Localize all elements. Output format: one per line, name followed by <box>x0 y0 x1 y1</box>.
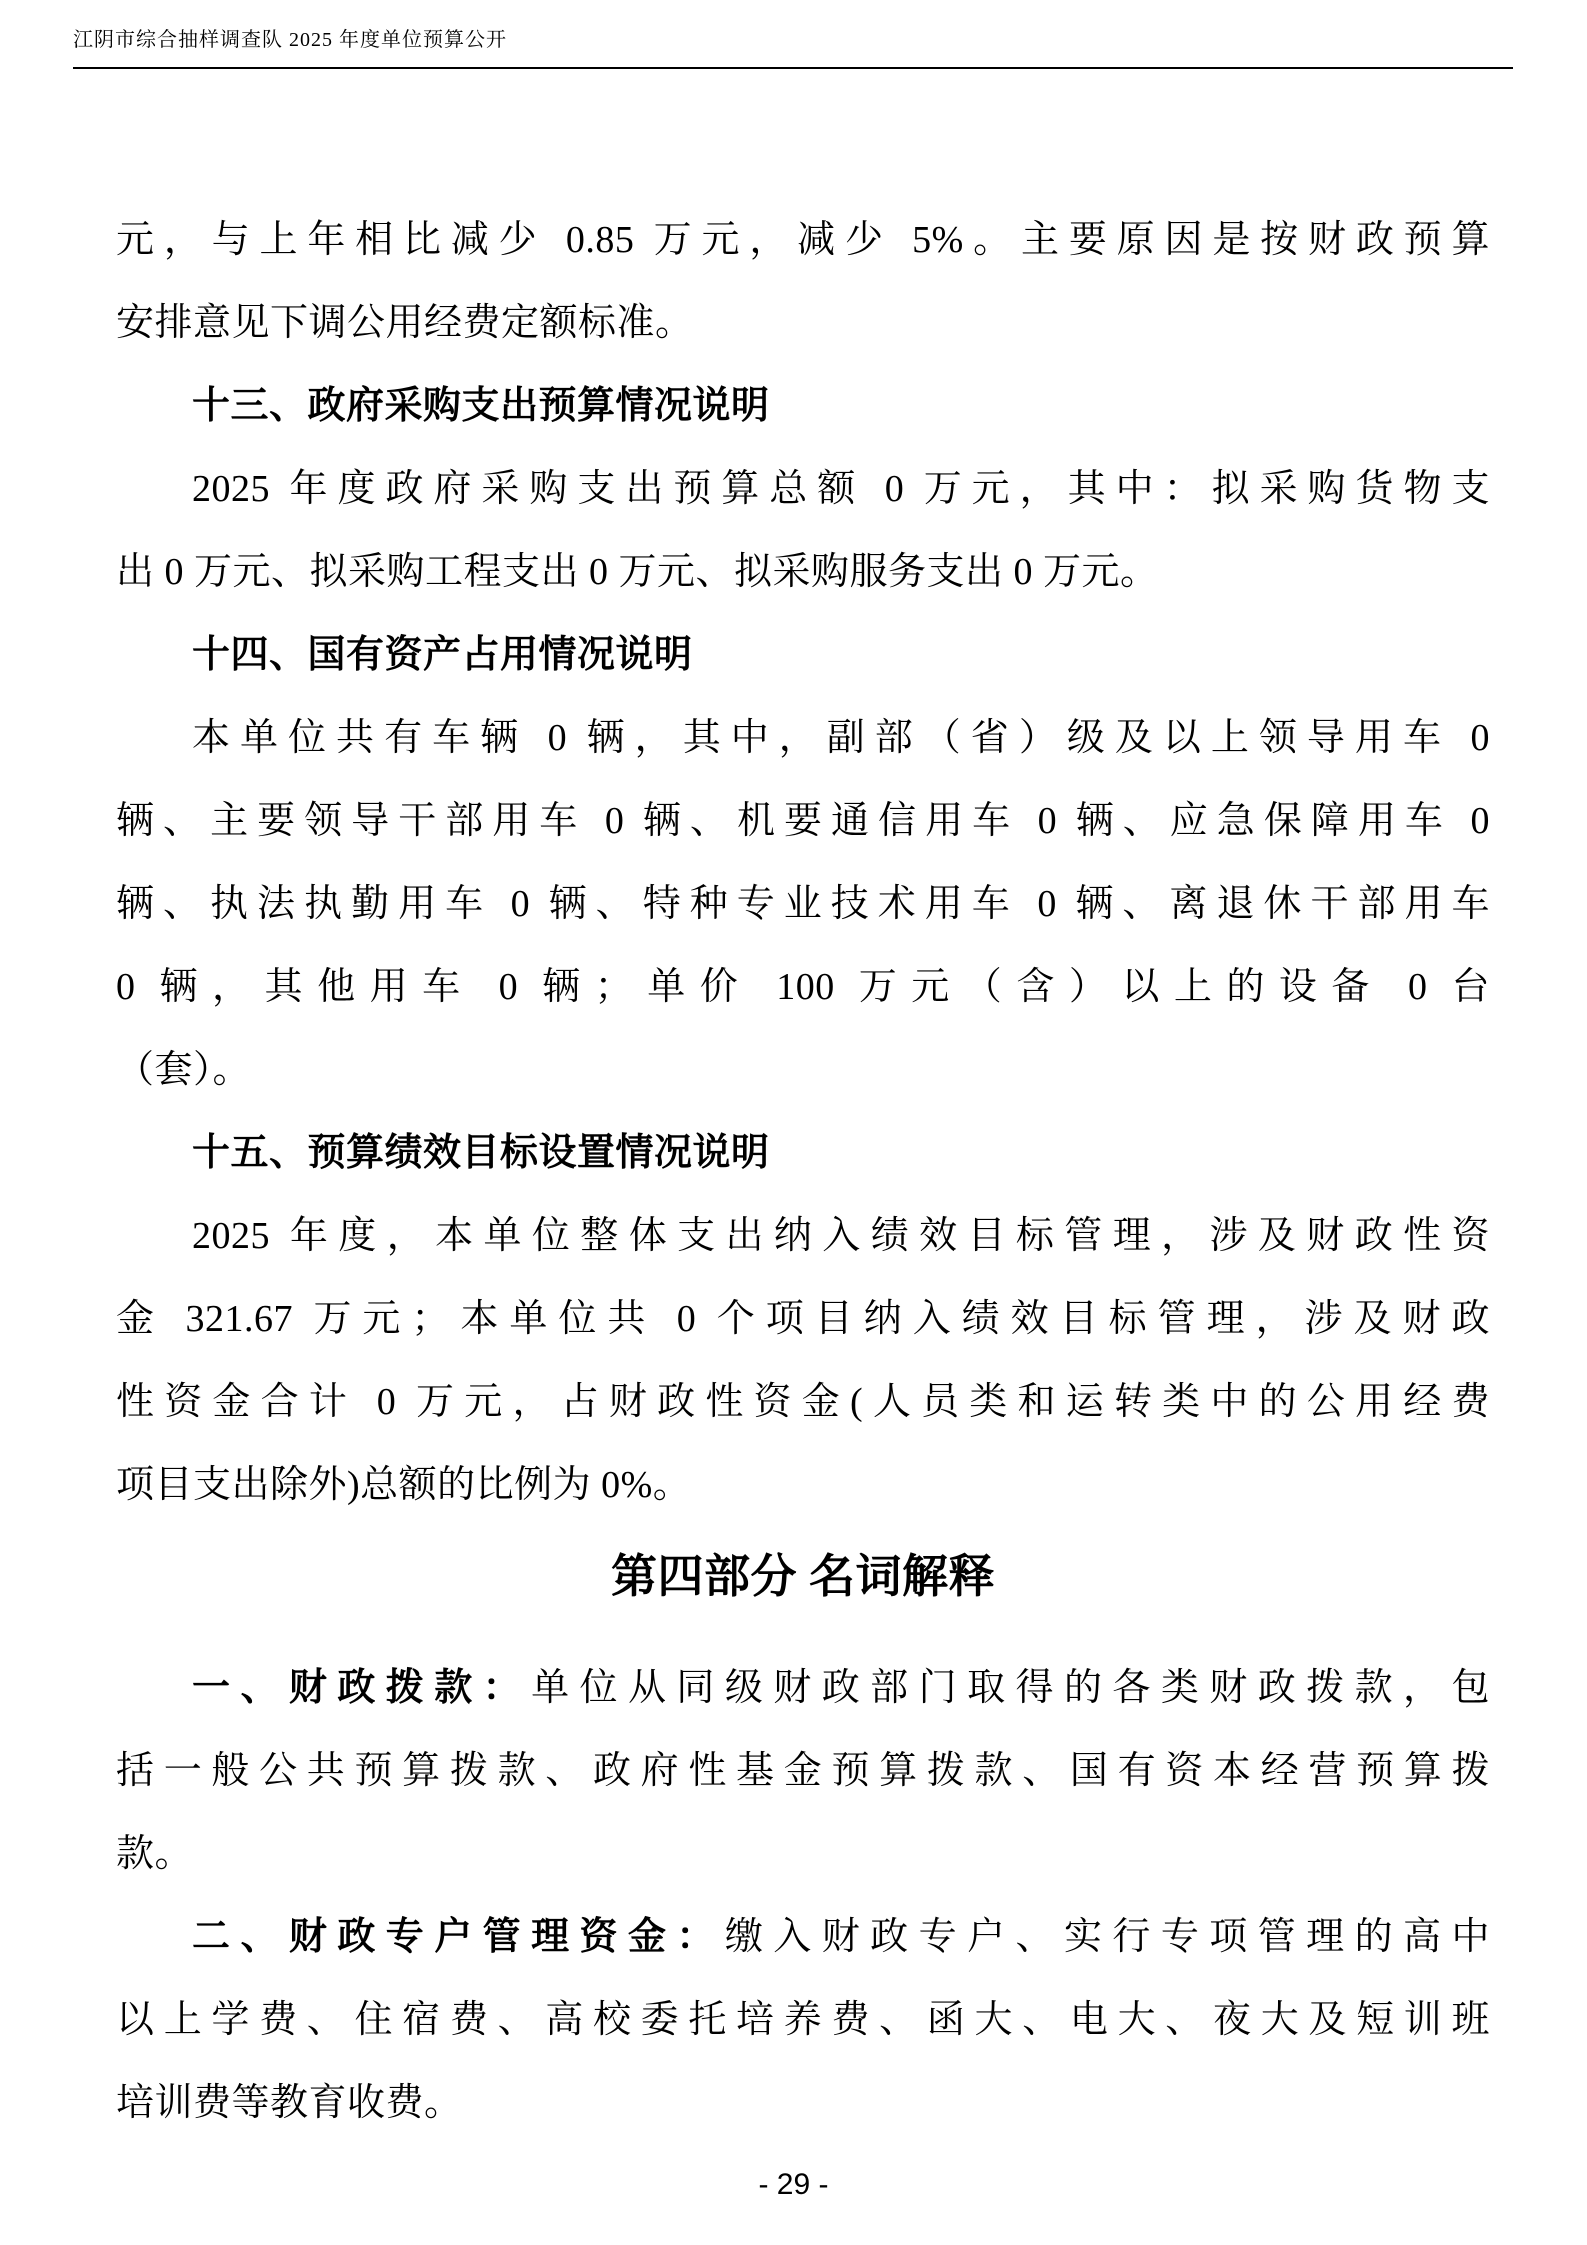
text-line: 2025 年度政府采购支出预算总额 0 万元，其中：拟采购货物支 <box>192 468 1490 510</box>
document-body <box>116 199 1490 2145</box>
text-line: 辆、主要领导干部用车 0 辆、机要通信用车 0 辆、应急保障用车 0 <box>116 800 1490 842</box>
text-line: 款。 <box>116 1833 194 1875</box>
text-line: 培训费等教育收费。 <box>116 2082 463 2124</box>
section-heading: 十四、国有资产占用情况说明 <box>192 634 693 676</box>
part-title: 第四部分 名词解释 <box>611 1551 995 1602</box>
text-line: 0 辆，其他用车 0 辆；单价 100 万元（含）以上的设备 0 台 <box>116 966 1490 1008</box>
text-line: 出 0 万元、拟采购工程支出 0 万元、拟采购服务支出 0 万元。 <box>116 551 1159 593</box>
page-header-title: 江阴市综合抽样调查队 2025 年度单位预算公开 <box>73 29 507 51</box>
text-line: 辆、执法执勤用车 0 辆、特种专业技术用车 0 辆、离退休干部用车 <box>116 883 1490 925</box>
text-line: （套）。 <box>116 1049 252 1091</box>
text-line: 2025 年度，本单位整体支出纳入绩效目标管理，涉及财政性资 <box>192 1215 1490 1257</box>
bold-lead-in: 二、财政专户管理资金： <box>192 1916 725 1958</box>
section-heading: 十三、政府采购支出预算情况说明 <box>192 385 770 427</box>
text-line: 本单位共有车辆 0 辆，其中，副部（省）级及以上领导用车 0 <box>192 717 1490 759</box>
bold-lead-in: 一、财政拨款： <box>192 1667 532 1709</box>
page-number: - 29 - <box>758 2168 829 2201</box>
text-run: 单位从同级财政部门取得的各类财政拨款，包 <box>531 1667 1490 1709</box>
text-line: 金 321.67 万元；本单位共 0 个项目纳入绩效目标管理，涉及财政 <box>116 1298 1490 1340</box>
text-line <box>116 1647 1490 1730</box>
page-header <box>73 28 1513 69</box>
text-line <box>116 1896 1490 1979</box>
text-line: 元，与上年相比减少 0.85 万元，减少 5%。主要原因是按财政预算 <box>116 219 1490 261</box>
text-line: 项目支出除外)总额的比例为 0%。 <box>116 1464 692 1506</box>
text-line: 括一般公共预算拨款、政府性基金预算拨款、国有资本经营预算拨 <box>116 1750 1490 1792</box>
section-heading: 十五、预算绩效目标设置情况说明 <box>192 1132 770 1174</box>
text-line: 安排意见下调公用经费定额标准。 <box>116 302 694 344</box>
text-run: 缴入财政专户、实行专项管理的高中 <box>724 1916 1490 1958</box>
text-line: 以上学费、住宿费、高校委托培养费、函大、电大、夜大及短训班 <box>116 1999 1490 2041</box>
text-line: 性资金合计 0 万元，占财政性资金(人员类和运转类中的公用经费 <box>116 1381 1490 1423</box>
